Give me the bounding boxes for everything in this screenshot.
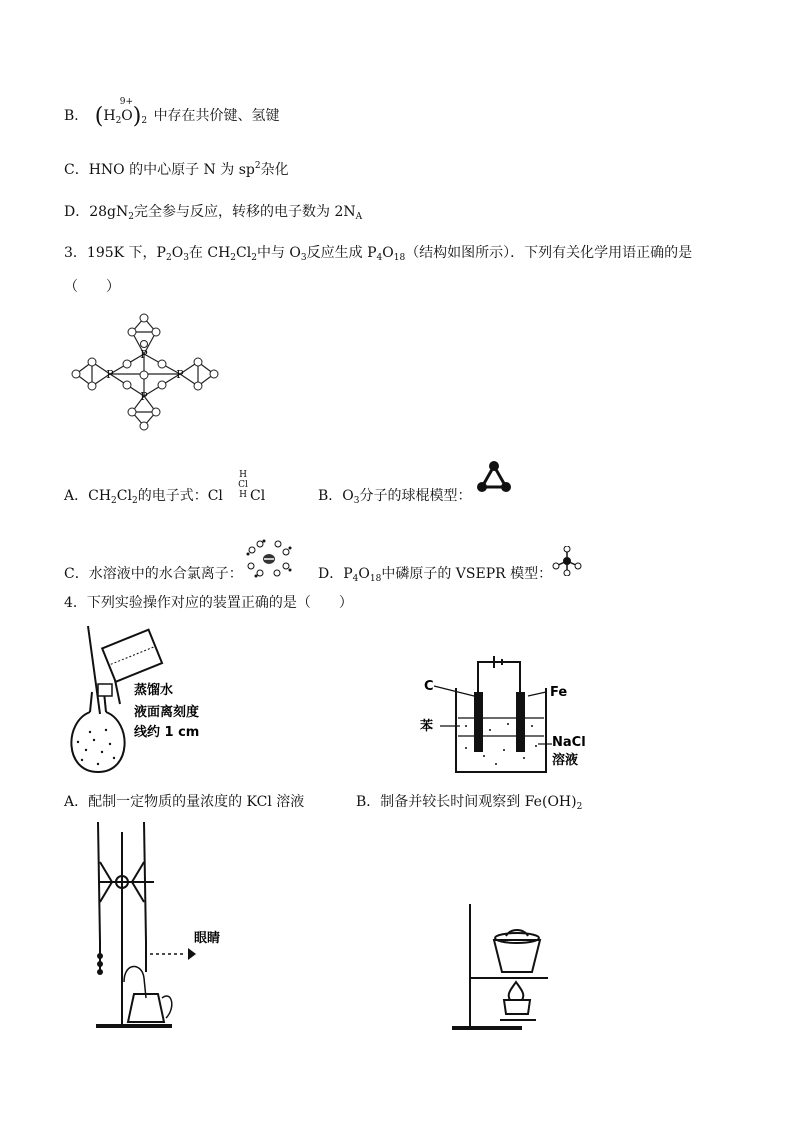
q2-option-d: D．$28gN_2$完全参与反应，转移的电子数为 $2N_A$ [64,204,363,222]
ch2cl2-right-cl: Cl [250,488,266,504]
tetrahedral-vsepr-model [552,546,582,576]
svg-text:NaCl: NaCl [552,735,586,750]
p-atom-label: P [140,348,148,361]
hydrated-chloride-ion-model [244,538,294,578]
ozone-ball-stick-model [474,460,514,494]
q2-option-b: B． ($H_2O$ 9+ )$_2$ 中存在共价键、氢键 [64,97,280,129]
q4-stem: 4．下列实验操作对应的装置正确的是（ ） [64,595,353,611]
p4o18-structure-figure [62,308,232,438]
q4-option-b: B．制备并较长时间观察到 $Fe(OH)_2$ [356,794,583,812]
p-atom-label: P [140,390,148,403]
ch2cl2-electron-dots: H Cl H [238,470,248,500]
svg-text:溶液: 溶液 [552,753,579,768]
q3-stem: 3．195K 下，$P_2O_3$在 $CH_2Cl_2$中与 $O_3$反应生成 $P_4O_{18}$（结构如图所示）．下列有关化学用语正确的是 [64,245,693,263]
electrolysis-cell-figure [420,652,590,778]
q3-option-a: A．$CH_2Cl_2$的电子式：Cl [64,488,223,506]
p-atom-label: P [176,368,184,381]
volumetric-flask-figure [66,622,266,778]
svg-text:苯: 苯 [420,719,434,734]
titration-stand-figure [84,822,234,1032]
svg-text:眼睛: 眼睛 [194,931,221,946]
svg-text:液面离刻度: 液面离刻度 [134,705,200,720]
q2-option-c: C．HNO 的中心原子 N 为 $sp^2$杂化 [64,161,289,178]
p-atom-label: P [106,368,114,381]
q3-answer-paren: （ ） [64,279,120,295]
q3-option-b: B．$O_3$分子的球棍模型： [318,488,472,506]
hydronium-cluster-formula: ($H_2O$ 9+ )$_2$ [94,97,148,129]
crucible-heating-figure [450,900,560,1032]
svg-text:C: C [424,679,434,694]
q3-option-c: C．水溶液中的水合氯离子： [64,566,243,582]
svg-text:蒸馏水: 蒸馏水 [134,683,174,698]
q3-option-d: D．$P_4O_{18}$中磷原子的 VSEPR 模型： [318,566,553,584]
svg-text:线约 1 cm: 线约 1 cm [134,725,200,740]
q4-option-a: A．配制一定物质的量浓度的 KCl 溶液 [64,794,305,810]
svg-text:Fe: Fe [550,685,568,700]
